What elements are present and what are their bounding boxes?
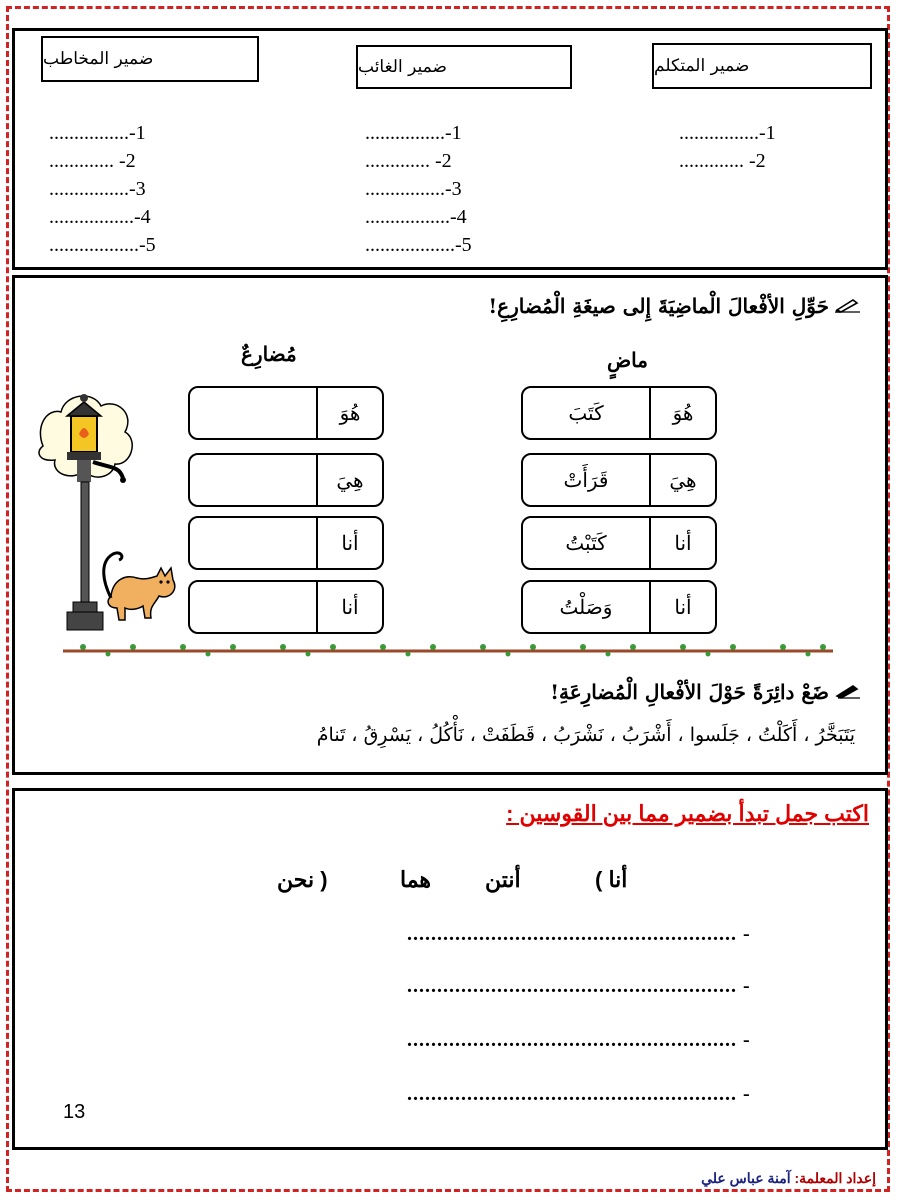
row-pronoun: أنا <box>316 582 382 632</box>
street-lamp-illustration <box>33 386 193 646</box>
verb-list[interactable]: يَتَبَخَّرُ ، أَكَلْتُ ، جَلَسوا ، أَشْرَبُ ، نَشْرَبُ ، قَطَفَتْ ، نَأْكُلُ ، يَسْرِقُ ، تَنامُ <box>316 724 855 746</box>
section-title: اكتب جمل تبدأ بضمير مما بين القوسين : <box>506 801 869 826</box>
addressee-pronoun-box: ضمير المخاطب <box>41 36 259 82</box>
answer-line[interactable]: ................-3 <box>49 178 146 200</box>
past-row <box>521 580 717 634</box>
writing-line[interactable]: - ....................................................... <box>407 1083 751 1105</box>
instruction-convert-text: حَوِّلِ الأفْعالَ الْماضِيَةَ إِلى صيغَةِ الْمُضارِعِ! <box>488 294 829 318</box>
row-verb: وَصَلْتُ <box>559 595 613 619</box>
pronoun-option: هما <box>400 867 432 892</box>
row-pronoun: أنا <box>649 518 715 568</box>
instruction-convert <box>488 294 861 318</box>
answer-line[interactable]: .................-4 <box>365 206 467 228</box>
writing-line[interactable]: - ....................................................... <box>407 923 751 945</box>
answer-line[interactable]: ................-1 <box>49 122 146 144</box>
row-verb: قَرَأَتْ <box>563 468 609 492</box>
pencil-icon <box>835 680 861 704</box>
pronoun-option: نحن ) <box>277 867 328 892</box>
row-pronoun: هُوَ <box>649 388 715 438</box>
row-pronoun: أنا <box>649 582 715 632</box>
writing-line[interactable]: - ....................................................... <box>407 1029 751 1051</box>
past-header: ماضٍ <box>607 348 648 372</box>
speaker-pronoun-box: ضمير المتكلم <box>652 43 872 89</box>
row-pronoun: هُوَ <box>316 388 382 438</box>
footer-label: إعداد المعلمة: <box>794 1170 876 1186</box>
past-row <box>521 453 717 507</box>
answer-line[interactable]: ..................-5 <box>49 234 156 256</box>
row-answer-field[interactable] <box>190 582 316 632</box>
footer-name: آمنة عباس علي <box>701 1170 791 1186</box>
present-row <box>188 453 384 507</box>
present-row <box>188 516 384 570</box>
row-pronoun: أنا <box>316 518 382 568</box>
instruction-circle-text: ضَعْ دائِرَةً حَوْلَ الأفْعالِ الْمُضارِعَةِ! <box>550 680 829 704</box>
pencil-icon <box>835 294 861 318</box>
pronoun-option: أنتن <box>485 867 521 892</box>
pronoun-option: ( أنا <box>595 867 628 892</box>
answer-line[interactable]: ............. -2 <box>49 150 136 172</box>
present-header: مُضارِعٌ <box>241 342 297 366</box>
page-number: 13 <box>63 1101 86 1123</box>
row-answer-field[interactable] <box>190 518 316 568</box>
sentence-writing-section <box>12 788 888 1150</box>
speaker-answer-lines <box>679 119 776 175</box>
writing-line[interactable]: - ....................................................... <box>407 975 751 997</box>
answer-line[interactable]: ................-3 <box>365 178 462 200</box>
row-verb: كَتَبْتُ <box>565 531 607 555</box>
addressee-answer-lines <box>49 119 156 259</box>
present-row <box>188 386 384 440</box>
row-verb: كَتَبَ <box>568 401 604 425</box>
answer-line[interactable]: ............. -2 <box>679 150 766 172</box>
answer-line[interactable]: ................-1 <box>365 122 462 144</box>
verb-conversion-section <box>12 275 888 775</box>
pronoun-section <box>12 28 888 270</box>
grass-divider <box>63 642 833 658</box>
instruction-circle <box>550 680 861 704</box>
absent-pronoun-box: ضمير الغائب <box>356 45 572 89</box>
past-row <box>521 386 717 440</box>
absent-answer-lines <box>365 119 472 259</box>
row-answer-field[interactable] <box>190 388 316 438</box>
row-pronoun: هِيَ <box>316 455 382 505</box>
answer-line[interactable]: ..................-5 <box>365 234 472 256</box>
row-pronoun: هِيَ <box>649 455 715 505</box>
row-answer-field[interactable] <box>190 455 316 505</box>
past-row <box>521 516 717 570</box>
footer-credit <box>701 1170 876 1187</box>
answer-line[interactable]: ............. -2 <box>365 150 452 172</box>
present-row <box>188 580 384 634</box>
answer-line[interactable]: ................-1 <box>679 122 776 144</box>
answer-line[interactable]: .................-4 <box>49 206 151 228</box>
